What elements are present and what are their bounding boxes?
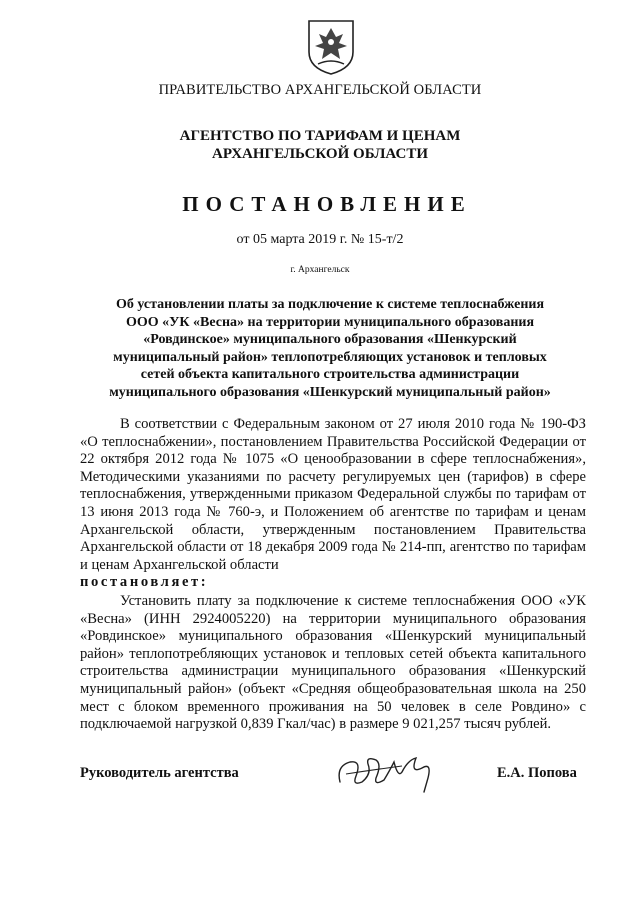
document-type-heading: ПОСТАНОВЛЕНИЕ: [182, 192, 472, 216]
document-date-number: от 05 марта 2019 г. № 15-т/2: [236, 232, 404, 247]
agency-title-line-1: АГЕНТСТВО ПО ТАРИФАМ И ЦЕНАМ: [179, 128, 461, 144]
resolution-verb: постановляет:: [80, 574, 209, 590]
subject-line: сетей объекта капитального строительства администрации: [140, 367, 520, 382]
preamble-paragraph: В соответствии с Федеральным законом от 27 июля 2010 года № 190-ФЗ «О теплоснабжении», постановлением Правительства Российской Федерации от 22 октября 2012 года № 1075 «О ценообразовании в сфере теплоснабжения», Методическими указаниями по расчету регулируемых цен (тарифов) в сфере теплоснабжения, утвержденными приказом Федеральной службы по тарифам от 13 июня 2013 года № 760-э, и Положением об агентстве по тарифам и ценам Архангельской области, утвержденным постановлением Правительства Архангельской области от 18 декабря 2009 года № 214-пп, агентство по тарифам и ценам Архангельской области: [80, 416, 586, 573]
document-subject: [80, 296, 580, 401]
agency-title: [0, 127, 640, 163]
coat-of-arms-icon: [305, 18, 357, 76]
subject-line: «Ровдинское» муниципального образования «Шенкурский: [143, 332, 517, 347]
government-title: ПРАВИТЕЛЬСТВО АРХАНГЕЛЬСКОЙ ОБЛАСТИ: [158, 82, 482, 98]
subject-line: муниципальный район» теплопотребляющих установок и тепловых: [113, 349, 547, 365]
subject-line: Об установлении платы за подключение к системе теплоснабжения: [115, 297, 545, 312]
handwritten-signature: [332, 748, 442, 798]
subject-line: ООО «УК «Весна» на территории муниципального образования: [125, 314, 535, 330]
document-city: г. Архангельск: [290, 265, 350, 275]
signatory-position: Руководитель агентства: [80, 765, 239, 781]
resolution-body-paragraph: Установить плату за подключение к системе теплоснабжения ООО «УК «Весна» (ИНН 2924005220) на территории муниципального образования «Ровдинское» муниципального образования «Шенкурский муниципальный район» теплопотребляющих установок и тепловых сетей объекта капитального строительства администрации муниципального образования «Шенкурский муниципальный район» (объект «Средняя общеобразовательная школа на 250 мест с блоком временного проживания на 50 человек в селе Ровдино» с подключаемой нагрузкой 0,839 Гкал/час) в размере 9 021,257 тысяч рублей.: [80, 593, 586, 733]
signatory-name: Е.А. Попова: [497, 765, 577, 781]
agency-title-line-2: АРХАНГЕЛЬСКОЙ ОБЛАСТИ: [212, 146, 428, 162]
subject-line: муниципального образования «Шенкурский муниципальный район»: [109, 384, 551, 400]
